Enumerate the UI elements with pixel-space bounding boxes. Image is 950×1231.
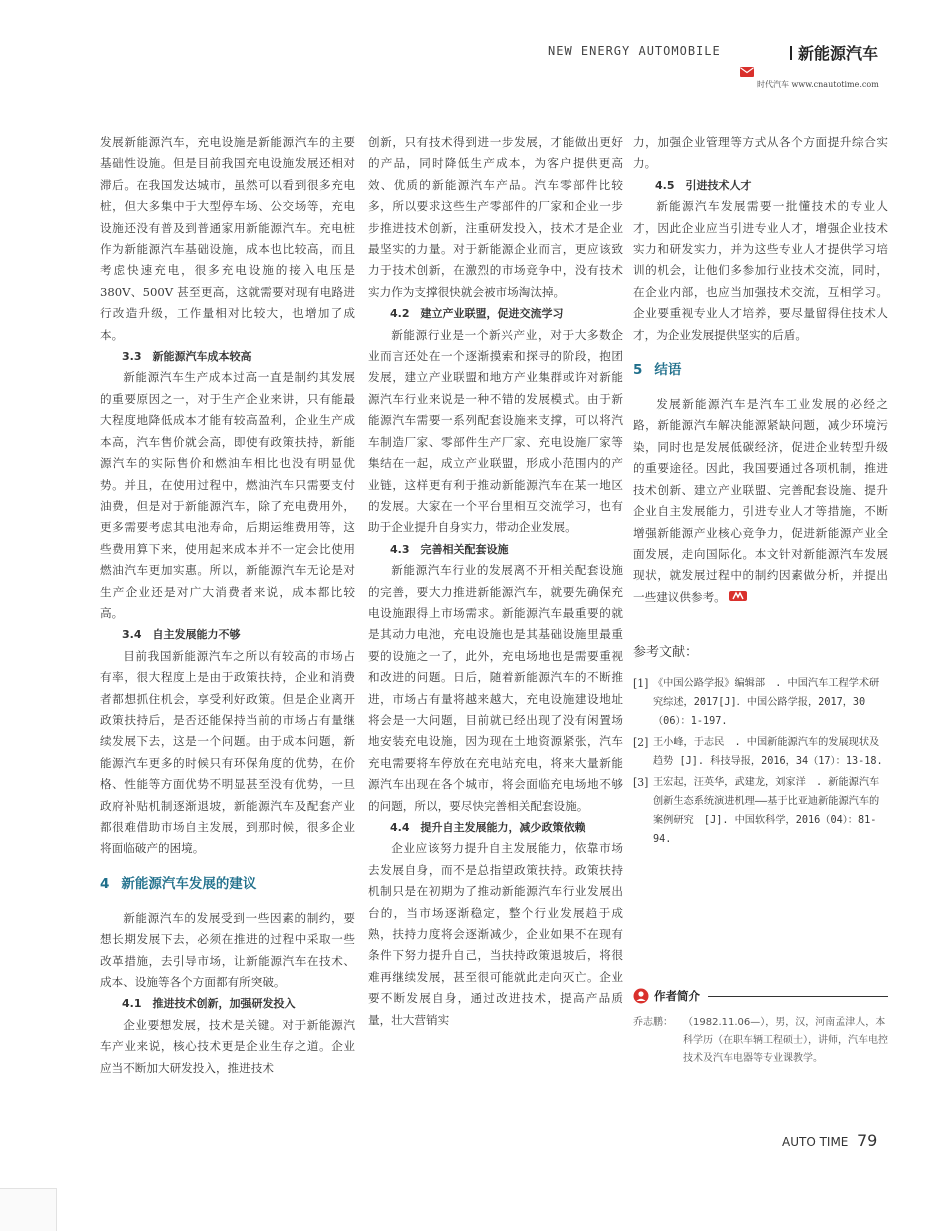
author-heading-text: 作者简介 [654,989,700,1003]
author-heading [633,988,888,1004]
paragraph: 新能源汽车生产成本过高一直是制约其发展的重要原因之一，对于生产企业来讲，只有能最大程度地降低成本才能有较高盈利，企业生产成本高，汽车售价就会高，即使有政策扶持，新能源汽车的实际售价和燃油车相比也没有明显优势。并且，在使用过程中，燃油汽车只需要支付油费，但是对于新能源汽车，除了充电费用外，更多需要考虑其电池寿命，后期运维费用等，这些费用算下来，使用起来成本并不一定会比使用燃油汽车更加实惠。所以，新能源汽车无论是对生产企业还是对广大消费者来说，成本都比较高。 [100,370,355,620]
section-heading-4-1: 4.1 推进技术创新，加强研发投入 [122,997,296,1011]
paragraph: 新能源行业是一个新兴产业，对于大多数企业而言还处在一个逐渐摸索和探寻的阶段，抱团发展，建立产业联盟和地方产业集群或许对新能源汽车行业来说是一种不错的发展模式。由于新能源汽车需要一系列配套设施来支撑，可以将汽车制造厂家、零部件生产厂家、充电设施厂家等集结在一起，成立产业联盟，形成小范围内的产业链，这样更有利于推动新能源汽车在某一地区的发展。大家在一个平台里相互交流学习，也有助于企业提升自身实力，带动企业发展。 [368,327,623,535]
section-heading-3-3: 3.3 新能源汽车成本较高 [122,350,252,364]
column-1 [100,132,367,1079]
reference-item [633,773,888,849]
reference-text: 《中国公路学报》编辑部 . 中国汽车工程学术研究综述，2017[J]．中国公路学报，2017，30（06）：1-197. [653,677,880,727]
author-info [633,1014,888,1068]
spacer [633,608,888,642]
column-3 [633,132,888,851]
paragraph: 新能源汽车发展需要一批懂技术的专业人才，因此企业应当引进专业人才，增强企业技术实力和研发实力，并为这些专业人才提供学习培训的机会，让他们多参加行业技术交流，同时，在企业内部，也应当加强技术交流，互相学习。企业要重视专业人才培养，要尽量留得住技术人才，为企业发展提供坚实的后盾。 [633,199,888,342]
paragraph: 企业应该努力提升自主发展能力，依靠市场去发展自身，而不是总指望政策扶持。政策扶持机制只是在初期为了推动新能源汽车行业发展出台的，当市场逐渐稳定，整个行业发展趋于成熟，扶持力度将会逐渐减少，企业如果不在现有条件下努力提升自己，当扶持政策退坡后，将很难再继续发展，甚至很可能就此走向灭亡。企业要不断发展自身，通过改进技术，提高产品质量，壮大营销实 [368,841,623,1027]
paragraph [633,394,888,608]
section-number: 4 [100,875,110,892]
page-number: 79 [857,1131,878,1150]
author-box [633,988,888,1068]
references-list [633,674,888,849]
corner-fold [0,1188,57,1231]
section-heading-4-3: 4.3 完善相关配套设施 [390,542,509,556]
paragraph: 新能源汽车行业的发展离不开相关配套设施的完善，要大力推进新能源汽车，就要先确保充电设施跟得上市场需求。新能源汽车最重要的就是其动力电池，充电设施也是其基础设施里最重要的设施之一了，此外，充电场地也是需要重视和改进的问题。日后，随着新能源汽车的不断推进，市场占有量将越来越大，充电设施建设地址将会是一大问题，目前就已经出现了没有闲置场地安装充电设施，因为现在土地资源紧张，汽车充电需要将车停放在充电站充电，将来大量新能源汽车出现在各个城市，将会面临充电场地不够的问题，所以，要尽快完善相关配套设施。 [368,563,623,813]
section-heading-4-4: 4.4 提升自主发展能力，减少政策依赖 [390,821,586,834]
section-heading-4-2: 4.2 建立产业联盟，促进交流学习 [390,307,564,321]
section-number: 5 [633,362,643,379]
reference-text: 王小峰，于志民 . 中国新能源汽车的发展现状及趋势 [J]. 科技导报，2016，34（17）：13-18. [653,736,883,767]
reference-number: [2] [633,735,649,749]
header-cn-title: 新能源汽车 [798,44,879,63]
section-title: 结语 [654,362,682,379]
reference-item [633,674,888,731]
section-heading-4 [100,873,355,895]
paragraph: 新能源汽车的发展受到一些因素的制约，要想长期发展下去，必须在推进的过程中采取一些改革措施，去引导市场，让新能源汽车在技术、成本、设施等各个方面都有所突破。 [100,910,355,990]
reference-number: [1] [633,676,649,690]
section-heading-4-5: 4.5 引进技术人才 [655,178,752,192]
mail-icon [740,67,754,77]
paragraph: 目前我国新能源汽车之所以有较高的市场占有率，很大程度上是由于政策扶持，企业和消费者都想抓住机会，享受利好政策。但是企业离开政策扶持后，是否还能保持当前的市场占有量继续发展下去，这是一个问题。由于成本问题，新能源汽车更多的时候只有环保角度的优势，在价格、性能等方面优势不明显甚至没有优势，一旦政府补贴机制逐渐退坡，新能源汽车及配套产业都很难借助市场自主发展，到那时候，很多企业将面临破产的困境。 [100,648,355,856]
person-icon [633,988,649,1004]
paragraph: 企业要想发展，技术是关键。对于新能源汽车产业来说，核心技术更是企业生存之道。企业应当不断加大研发投入，推进技术 [100,1017,355,1075]
reference-text: 王宏起，汪英华，武建龙，刘家洋 . 新能源汽车创新生态系统演进机理——基于比亚迪新能源汽车的案例研究 [J]. 中国软科学，2016（04）：81-94. [653,776,880,845]
paragraph: 创新，只有技术得到进一步发展，才能做出更好的产品，同时降低生产成本，为客户提供更高效、优质的新能源汽车产品。汽车零部件比较多，所以要求这些生产零部件的厂家和企业一步步推进技术创新，注重研发投入，技术才是企业最坚实的力量。对于新能源企业而言，更应该致力于技术创新，在激烈的市场竞争中，没有技术实力作为支撑很快就会被市场淘汰掉。 [368,135,623,299]
header-site: 时代汽车 www.cnautotime.com [757,80,879,89]
author-description: （1982.11.06—），男，汉，河南孟津人，本科学历（在职车辆工程硕士），讲师，汽车电控技术及汽车电器等专业课教学。 [683,1017,888,1064]
paragraph-text: 发展新能源汽车是汽车工业发展的必经之路，新能源汽车解决能源紧缺问题，减少环境污染，同时也是发展低碳经济，促进企业转型升级的重要途径。因此，我国要通过各项机制，推进技术创新、建立产业联盟、完善配套设施、提升企业自主发展能力，引进专业人才等措施，不断增强新能源产业核心竞争力，促进新能源产业全面发展，走向国际化。本文针对新能源汽车发展现状，就发展过程中的制约因素做分析，并提出一些建议供参考。 [633,397,888,604]
header-divider [790,46,792,60]
section-heading-3-4: 3.4 自主发展能力不够 [122,628,241,642]
column-2 [368,132,623,1031]
author-name: 乔志鹏： [633,1017,673,1028]
reference-item [633,733,888,771]
references-title: 参考文献： [633,645,699,661]
reference-number: [3] [633,775,649,789]
footer-journal: AUTO TIME [782,1135,849,1149]
paragraph: 力，加强企业管理等方式从各个方面提升综合实力。 [633,135,888,171]
section-title: 新能源汽车发展的建议 [121,875,257,892]
header-en-title: NEW ENERGY AUTOMOBILE [548,44,721,58]
end-mark-icon [729,590,747,602]
author-heading-rule [708,996,888,997]
section-heading-5 [633,359,888,381]
paragraph: 发展新能源汽车，充电设施是新能源汽车的主要基础性设施。但是目前我国充电设施发展还相对滞后。在我国发达城市，虽然可以看到很多充电桩，但大多集中于大型停车场、公交场等，充电设施还没有普及到普通家用新能源汽车。充电桩作为新能源汽车基础设施，成本也比较高，而且考虑快速充电，很多充电设施的接入电压是 380V、500V 甚至更高，这就需要对现有电路进行改造升级，工作量相对比较大，也增加了成本。 [100,135,367,342]
